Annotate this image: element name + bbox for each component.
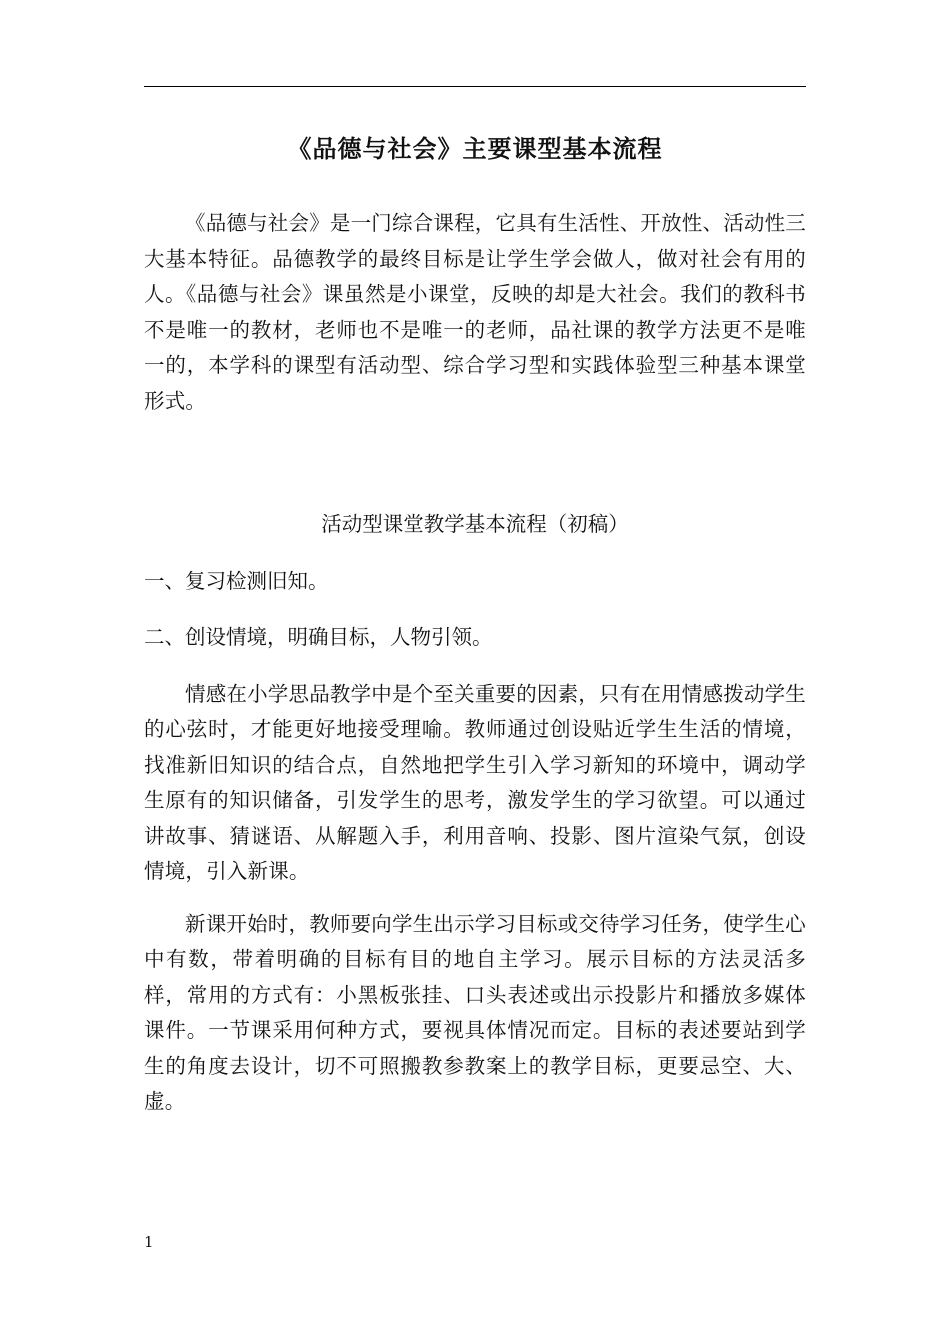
document-body (144, 206, 806, 1120)
intro-paragraph: 《品德与社会》是一门综合课程，它具有生活性、开放性、活动性三大基本特征。品德教学的最终目标是让学生学会做人，做对社会有用的人。《品德与社会》课虽然是小课堂，反映的却是大社会。我们的教科书不是唯一的教材，老师也不是唯一的老师，品社课的教学方法更不是唯一的，本学科的课型有活动型、综合学习型和实践体验型三种基本课堂形式。 (144, 211, 806, 413)
document-title: 《品德与社会》主要课型基本流程 (287, 134, 663, 163)
section-title: 活动型课堂教学基本流程（初稿） (321, 512, 629, 536)
header-rule (144, 86, 806, 87)
body-paragraph-2: 新课开始时，教师要向学生出示学习目标或交待学习任务，使学生心中有数，带着明确的目标有目的地自主学习。展示目标的方法灵活多样，常用的方式有：小黑板张挂、口头表述或出示投影片和播放多媒体课件。一节课采用何种方式，要视具体情况而定。目标的表述要站到学生的角度去设计，切不可照搬教参教案上的教学目标，更要忌空、大、虚。 (144, 911, 806, 1113)
page-number: 1 (144, 1233, 154, 1251)
body-paragraph-1: 情感在小学思品教学中是个至关重要的因素，只有在用情感拨动学生的心弦时，才能更好地接受理喻。教师通过创设贴近学生生活的情境，找准新旧知识的结合点，自然地把学生引入学习新知的环境中，调动学生原有的知识储备，引发学生的思考，激发学生的学习欲望。可以通过讲故事、猜谜语、从解题入手，利用音响、投影、图片渲染气氛，创设情境，引入新课。 (144, 681, 806, 883)
step-item-2: 二、创设情境，明确目标，人物引领。 (144, 625, 493, 649)
step-item-1: 一、复习检测旧知。 (144, 568, 329, 593)
